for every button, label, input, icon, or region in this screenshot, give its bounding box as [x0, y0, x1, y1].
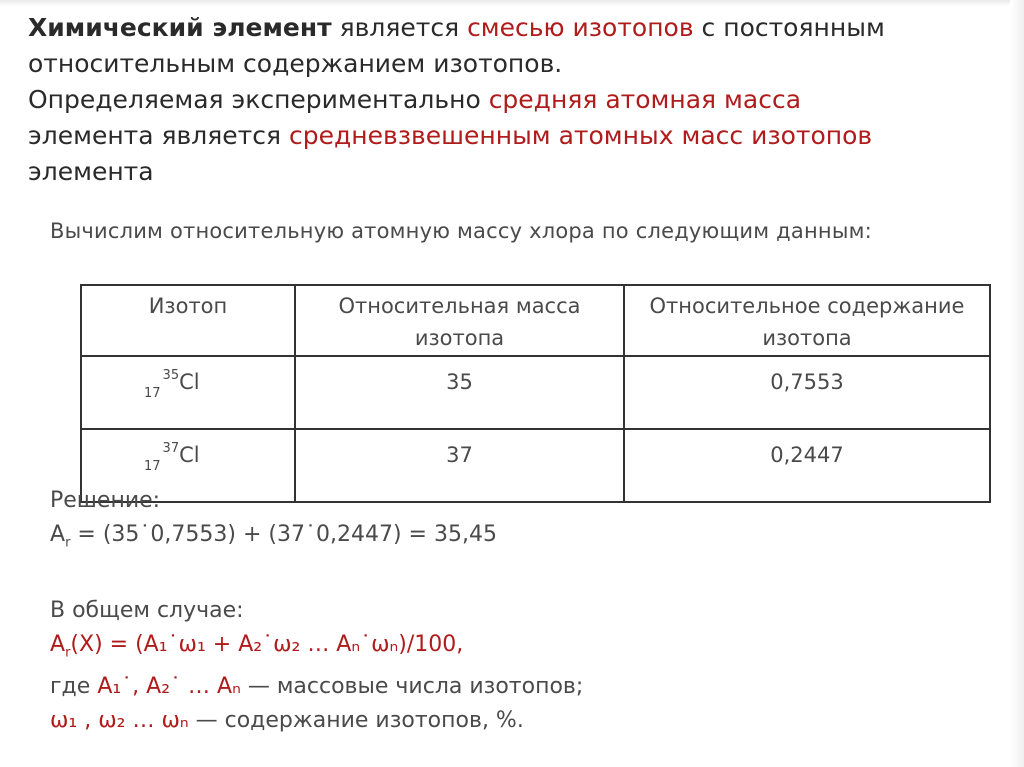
- intro-text-fragment: элемента является: [28, 121, 289, 150]
- header-isotope: Изотоп: [81, 285, 295, 356]
- slide-top-shadow: [0, 0, 1024, 6]
- formula-lhs: (X) =: [70, 632, 136, 657]
- general-title: В общем случае:: [50, 598, 244, 623]
- element-symbol: Cl: [179, 370, 200, 394]
- solution-title: Решение:: [50, 488, 161, 513]
- term-weighted-average: средневзвешенным атомных масс изотопов: [288, 121, 873, 150]
- content-note: [50, 704, 583, 738]
- formula-symbol: A: [50, 632, 66, 657]
- mass-number-symbols: A₁˙, A₂˙ … Aₙ: [97, 674, 241, 700]
- table-row: [81, 356, 990, 429]
- mass-number: 37: [162, 441, 180, 456]
- note-text: — массовые числа изотопов;: [240, 674, 584, 700]
- header-relative-content: Относительное содержание изотопа: [624, 285, 990, 356]
- solution-block: [50, 484, 497, 560]
- general-case-block: [50, 594, 583, 738]
- note-text: где: [50, 674, 98, 700]
- term-chemical-element: Химический элемент: [28, 13, 332, 42]
- mass-numbers-note: [50, 670, 583, 704]
- intro-text-fragment: Определяемая экспериментально: [28, 85, 489, 114]
- element-symbol: Cl: [179, 443, 200, 467]
- general-formula: [50, 628, 583, 670]
- relative-mass-cell: 35: [295, 356, 624, 429]
- mass-number: 35: [162, 368, 180, 383]
- solution-formula: [50, 518, 497, 560]
- term-average-atomic-mass: средняя атомная масса: [488, 85, 802, 114]
- formula-subscript: r: [65, 645, 71, 661]
- term-isotope-mixture: смесью изотопов: [467, 13, 694, 42]
- atomic-number: 17: [144, 386, 161, 401]
- intro-line-4: [28, 118, 988, 154]
- header-relative-mass: Относительная масса изотопа: [295, 285, 624, 356]
- intro-text-fragment: с постоянным: [693, 13, 885, 42]
- formula-symbol: A: [50, 522, 66, 547]
- relative-content-cell: 0,7553: [624, 356, 990, 429]
- formula-rhs: (A₁˙ω₁ + A₂˙ω₂ … Aₙ˙ωₙ)/100,: [135, 632, 464, 657]
- intro-line-5: элемента: [28, 157, 154, 186]
- slide-right-shadow: [1010, 0, 1024, 767]
- task-statement: Вычислим относительную атомную массу хлора по следующим данным:: [50, 219, 872, 243]
- intro-text-fragment: является: [331, 13, 468, 42]
- relative-content-cell: 0,2447: [624, 429, 990, 502]
- isotope-table: [80, 284, 991, 503]
- relative-mass-cell: 37: [295, 429, 624, 502]
- intro-text: [28, 10, 988, 190]
- intro-line-1: [28, 10, 988, 46]
- formula-subscript: r: [65, 535, 71, 551]
- isotope-cell: [81, 356, 295, 429]
- intro-line-2: относительным содержанием изотопов.: [28, 49, 563, 78]
- table-header-row: [81, 285, 990, 356]
- intro-line-3: [28, 82, 988, 118]
- omega-symbols: ω₁ , ω₂ … ωₙ: [50, 708, 189, 734]
- note-text: — содержание изотопов, %.: [188, 708, 524, 734]
- atomic-number: 17: [144, 459, 161, 474]
- formula-expression: = (35˙0,7553) + (37˙0,2447) = 35,45: [70, 522, 497, 547]
